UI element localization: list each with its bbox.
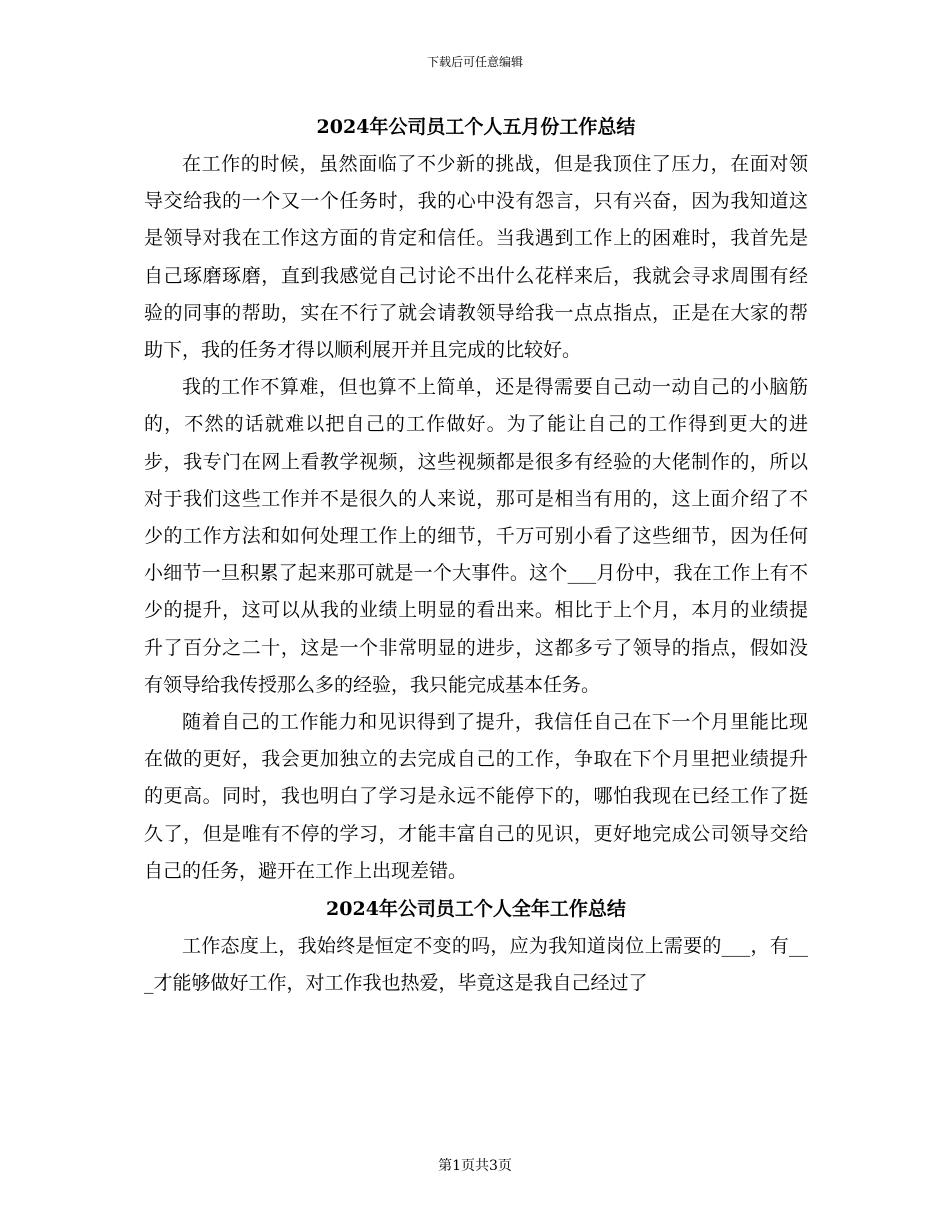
document-body: [144, 108, 808, 1002]
paragraph-may-1: 在工作的时候，虽然面临了不少新的挑战，但是我顶住了压力，在面对领导交给我的一个又一个任务时，我的心中没有怨言，只有兴奋，因为我知道这是领导对我在工作这方面的肯定和信任。当我遇到工作上的困难时，我首先是自己琢磨琢磨，直到我感觉自己讨论不出什么花样来后，我就会寻求周围有经验的同事的帮助，实在不行了就会请教领导给我一点点指点，正是在大家的帮助下，我的任务才得以顺利展开并且完成的比较好。: [144, 153, 808, 362]
section-title-annual: 2024年公司员工个人全年工作总结: [326, 898, 626, 921]
section-title-may: 2024年公司员工个人五月份工作总结: [316, 116, 636, 138]
page-number-footer: 第1页共3页: [438, 1158, 512, 1174]
paragraph-annual-1: 工作态度上，我始终是恒定不变的吗，应为我知道岗位上需要的___，有___才能够做好工作，对工作我也热爱，毕竟这是我自己经过了: [144, 935, 808, 995]
paragraph-may-2: 我的工作不算难，但也算不上简单，还是得需要自己动一动自己的小脑筋的，不然的话就难以把自己的工作做好。为了能让自己的工作得到更大的进步，我专门在网上看教学视频，这些视频都是很多有经验的大佬制作的，所以对于我们这些工作并不是很久的人来说，那可是相当有用的，这上面介绍了不少的工作方法和如何处理工作上的细节，千万可别小看了这些细节，因为任何小细节一旦积累了起来那可就是一个大事件。这个___月份中，我在工作上有不少的提升，这可以从我的业绩上明显的看出来。相比于上个月，本月的业绩提升了百分之二十，这是一个非常明显的进步，这都多亏了领导的指点，假如没有领导给我传授那么多的经验，我只能完成基本任务。: [144, 376, 808, 696]
paragraph-may-3: 随着自己的工作能力和见识得到了提升，我信任自己在下一个月里能比现在做的更好，我会更加独立的去完成自己的工作，争取在下个月里把业绩提升的更高。同时，我也明白了学习是永远不能停下的，哪怕我现在已经工作了挺久了，但是唯有不停的学习，才能丰富自己的见识，更好地完成公司领导交给自己的任务，避开在工作上出现差错。: [144, 711, 808, 882]
page-header-note: 下载后可任意编辑: [426, 55, 523, 69]
